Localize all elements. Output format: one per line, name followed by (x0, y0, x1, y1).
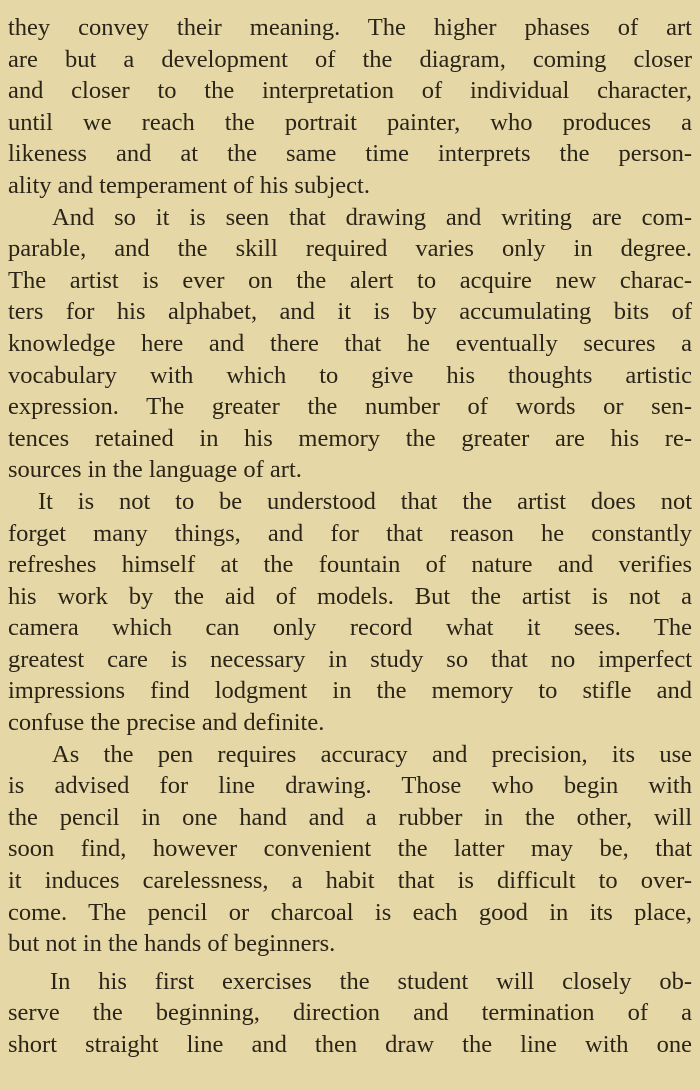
text-line: sources in the language of art. (8, 456, 302, 484)
text-line: ters for his alphabet, and it is by accumulating bits of (8, 298, 692, 326)
text-line: it induces carelessness, a habit that is difficult to over- (8, 867, 692, 895)
text-line: likeness and at the same time interprets the person- (8, 140, 692, 168)
text-line: is advised for line drawing. Those who begin with (8, 772, 692, 800)
text-line: parable, and the skill required varies only in degree. (8, 235, 692, 263)
text-line: and closer to the interpretation of individual character, (8, 77, 692, 105)
text-line: come. The pencil or charcoal is each good in its place, (8, 898, 692, 926)
paragraph-3 (8, 486, 692, 739)
paragraph-4 (8, 739, 692, 960)
text-line: As the pen requires accuracy and precision, its use (52, 740, 692, 768)
text-line: And so it is seen that drawing and writing are com- (52, 203, 692, 231)
paragraph-5 (8, 966, 692, 1061)
paragraph-2 (8, 202, 692, 486)
text-line: expression. The greater the number of words or sen- (8, 393, 692, 421)
text-line: refreshes himself at the fountain of nature and verifies (8, 551, 692, 579)
text-line: camera which can only record what it sees. The (8, 614, 692, 642)
text-line: ality and temperament of his subject. (8, 171, 370, 199)
text-line: but not in the hands of beginners. (8, 930, 336, 958)
text-line: serve the beginning, direction and termination of a (8, 999, 692, 1027)
text-line: the pencil in one hand and a rubber in the other, will (8, 803, 692, 831)
text-line: soon find, however convenient the latter may be, that (8, 835, 692, 863)
text-line: his work by the aid of models. But the artist is not a (8, 582, 692, 610)
text-line: greatest care is necessary in study so that no imperfect (8, 645, 692, 673)
text-line: It is not to be understood that the artist does not (38, 487, 692, 515)
text-line: they convey their meaning. The higher phases of art (8, 14, 692, 41)
text-line: vocabulary with which to give his thoughts artistic (8, 361, 692, 389)
text-line: knowledge here and there that he eventually secures a (8, 329, 692, 357)
text-line: until we reach the portrait painter, who produces a (8, 108, 692, 136)
paragraph-1 (8, 12, 692, 202)
text-line: In his first exercises the student will closely ob- (50, 967, 692, 995)
text-line: confuse the precise and definite. (8, 709, 325, 737)
text-line: The artist is ever on the alert to acquire new charac- (8, 266, 692, 294)
text-line: are but a development of the diagram, coming closer (8, 45, 692, 73)
text-line: forget many things, and for that reason he constantly (8, 519, 692, 547)
text-line: short straight line and then draw the line with one (8, 1031, 692, 1058)
text-line: tences retained in his memory the greater are his re- (8, 424, 692, 452)
text-line: impressions find lodgment in the memory to stifle and (8, 677, 692, 705)
